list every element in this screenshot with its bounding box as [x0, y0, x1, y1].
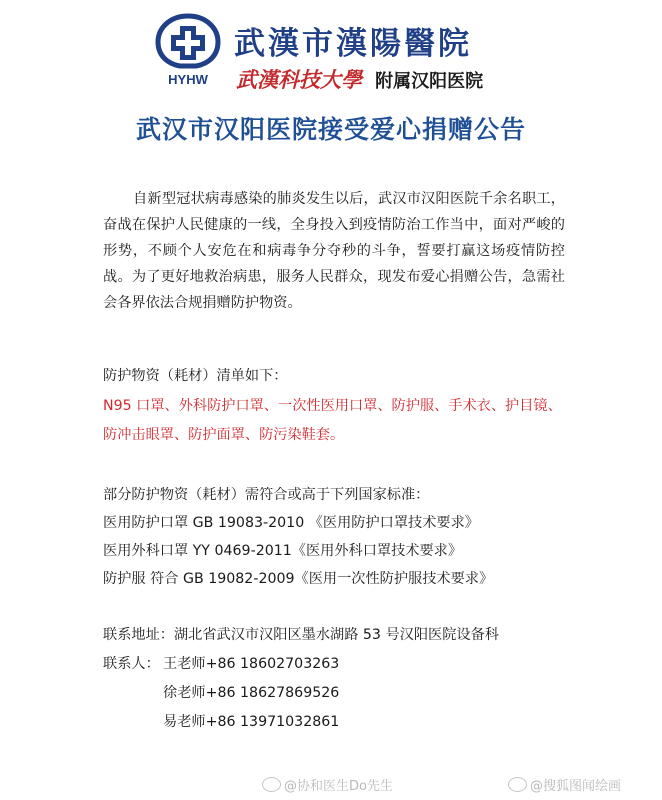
affiliation-text: 附属汉阳医院	[375, 71, 484, 92]
address-label: 联系地址：	[103, 627, 174, 643]
contact-person-label: 联系人：	[103, 656, 160, 672]
supplies-list: N95 口罩、外科防护口罩、一次性医用口罩、防护服、手术衣、护目镜、防冲击眼罩、防护面罩、防污染鞋套。	[103, 398, 562, 443]
weibo-icon	[262, 777, 281, 792]
contact-person: 王老师+86 18602703263	[163, 656, 340, 672]
intro-paragraph: 自新型冠状病毒感染的肺炎发生以后，武汉市汉阳医院千余名职工，奋战在保护人民健康的一线，全身投入到疫情防治工作当中，面对严峻的形势，不顾个人安危在和病毒争分夺秒的斗争，誓要打赢这场疫情防控战。为了更好地救治病患，服务人民群众，现发布爱心捐赠公告，急需社会各界依法合规捐赠防护物资。	[103, 191, 565, 311]
page-title: 武汉市汉阳医院接受爱心捐赠公告	[135, 115, 526, 144]
university-name: 武漢科技大學	[236, 67, 362, 92]
standard-row: 医用外科口罩 YY 0469-2011《医用外科口罩技术要求》	[103, 543, 463, 559]
hospital-name: 武漢市漢陽醫院	[234, 26, 472, 62]
address-value: 湖北省武汉市汉阳区墨水湖路 53 号汉阳医院设备科	[173, 627, 499, 643]
address-line	[103, 624, 499, 644]
contact-person: 易老师+86 13971032861	[163, 714, 340, 730]
affiliation-line	[236, 64, 483, 94]
watermark-text: @搜狐图闻绘画	[530, 779, 622, 794]
standards-heading: 部分防护物资（耗材）需符合或高于下列国家标准：	[103, 487, 430, 503]
hospital-header	[150, 12, 530, 90]
contact-person: 徐老师+86 18627869526	[163, 685, 340, 701]
standard-row: 防护服 符合 GB 19082-2009《医用一次性防护服技术要求》	[103, 571, 494, 587]
supplies-heading: 防护物资（耗材）清单如下：	[103, 368, 288, 384]
hospital-cross-logo-icon	[150, 12, 226, 88]
logo-text: HYHW	[168, 72, 208, 87]
watermark-text: @协和医生Do先生	[284, 779, 393, 794]
watermark	[262, 775, 393, 794]
watermark	[508, 775, 621, 794]
standard-row: 医用防护口罩 GB 19083-2010 《医用防护口罩技术要求》	[103, 515, 479, 531]
weibo-icon	[508, 777, 527, 792]
